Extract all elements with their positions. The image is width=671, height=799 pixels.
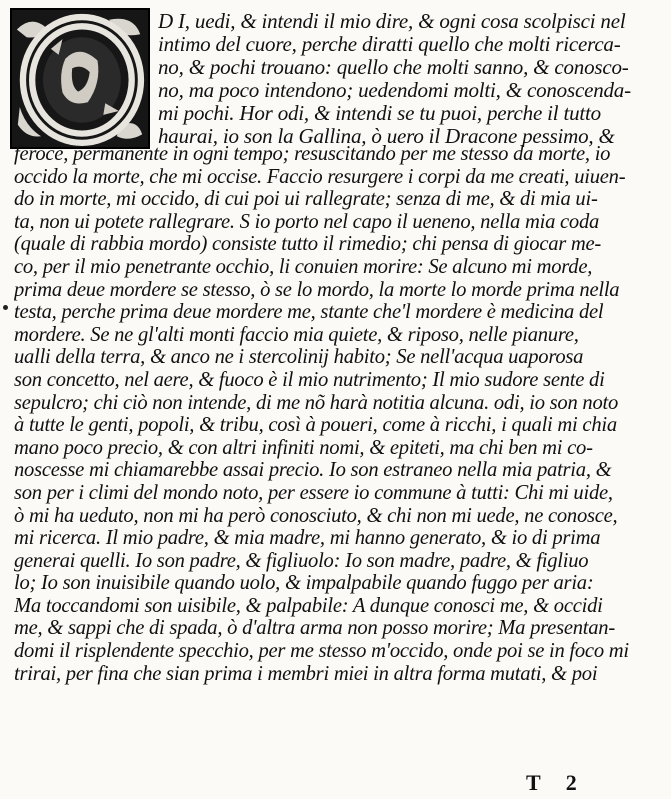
text-line: domi il risplendente specchio, per me stesso m'occido, onde poi se in foco mi bbox=[14, 640, 629, 663]
text-line: ta, non ui potete rallegrare. S io porto nel capo il ueneno, nella mia coda bbox=[14, 210, 600, 233]
text-line: trirai, per fina che sian prima i membri miei in altra forma mutati, & poi bbox=[14, 662, 598, 685]
text-line: Ma toccandomi son uisibile, & palpabile: A dunque conosci me, & occidi bbox=[14, 594, 603, 617]
text-line: feroce, permanente in ogni tempo; resuscitando per me stesso da morte, io bbox=[14, 143, 611, 165]
text-line: son concetto, nel aere, & fuoco è il mio nutrimento; Il mio sudore sente di bbox=[14, 368, 605, 391]
decorated-initial-o bbox=[10, 8, 150, 149]
text-line: no, ma poco intendono; uedendomi molti, & conoscenda- bbox=[158, 78, 631, 102]
text-line: mi pochi. Hor odi, & intendi se tu puoi, perche il tutto bbox=[158, 101, 601, 125]
text-line: ò mi ha ueduto, non mi ha però conosciuto, & chi non mi uede, ne conosce, bbox=[14, 504, 618, 527]
text-line: intimo del cuore, perche diratti quello che molti ricerca- bbox=[158, 32, 621, 56]
text-line: mano poco precio, & con altri infiniti nomi, & epiteti, ma chi ben mi co- bbox=[14, 436, 593, 459]
text-line: generai quelli. Io son padre, & figliuolo: Io son madre, padre, & figliuo bbox=[14, 549, 589, 572]
text-line: mi ricerca. Il mio padre, & mia madre, mi hanno generato, & io di prima bbox=[14, 527, 601, 550]
text-line: D I, uedi, & intendi il mio dire, & ogni cosa scolpisci nel bbox=[158, 10, 626, 33]
text-line: noscesse mi chiamarebbe assai precio. Io son estraneo nella mia patria, & bbox=[14, 459, 612, 482]
text-line: sepulcro; chi ciò non intende, di me nõ harà notitia alcuna. odi, io son noto bbox=[14, 391, 619, 414]
text-line: testa, perche prima deue mordere me, stante che'l mordere è medicina del bbox=[14, 301, 604, 324]
text-line: à tutte le genti, popoli, & tribu, così à poueri, come à ricchi, i quali mi chia bbox=[14, 414, 617, 437]
text-line: co, per il mio penetrante occhio, li conuien morire: Se alcuno mi morde, bbox=[14, 255, 593, 278]
text-line: no, & pochi trouano: quello che molti sanno, & conosco- bbox=[158, 55, 629, 79]
opening-paragraph-lines bbox=[158, 10, 658, 147]
woodcut-initial-graphic bbox=[12, 10, 148, 147]
text-line: occido la morte, che mi occise. Faccio resurgere i corpi da me creati, uiuen- bbox=[14, 165, 626, 188]
text-line: do in morte, mi occido, di cui poi ui rallegrate; senza di me, & di mia ui- bbox=[14, 188, 598, 211]
text-line: ualli della terra, & anco ne i stercolinij habito; Se nell'acqua uaporosa bbox=[14, 346, 584, 369]
text-line: son per i climi del mondo noto, per essere io commune à tutti: Chi mi uide, bbox=[14, 481, 613, 504]
margin-mark bbox=[3, 305, 8, 310]
text-line: lo; Io son inuisibile quando uolo, & impalpabile quando fuggo per aria: bbox=[14, 572, 594, 595]
signature-mark: T 2 bbox=[526, 770, 587, 795]
text-line: haurai, io son la Gallina, ò uero il Dracone pessimo, & bbox=[158, 124, 615, 148]
text-line: me, & sappi che di spada, ò d'altra arma non posso morire; Ma presentan- bbox=[14, 617, 615, 640]
text-line: mordere. Se ne gl'alti monti faccio mia quiete, & riposo, nelle pianure, bbox=[14, 323, 579, 346]
text-line: (quale di rabbia mordo) consiste tutto il rimedio; chi pensa di giocar me- bbox=[14, 233, 602, 256]
text-line: prima deue mordere se stesso, ò se lo mordo, la morte lo morde prima nella bbox=[14, 278, 620, 301]
main-paragraph-lines bbox=[14, 143, 658, 685]
